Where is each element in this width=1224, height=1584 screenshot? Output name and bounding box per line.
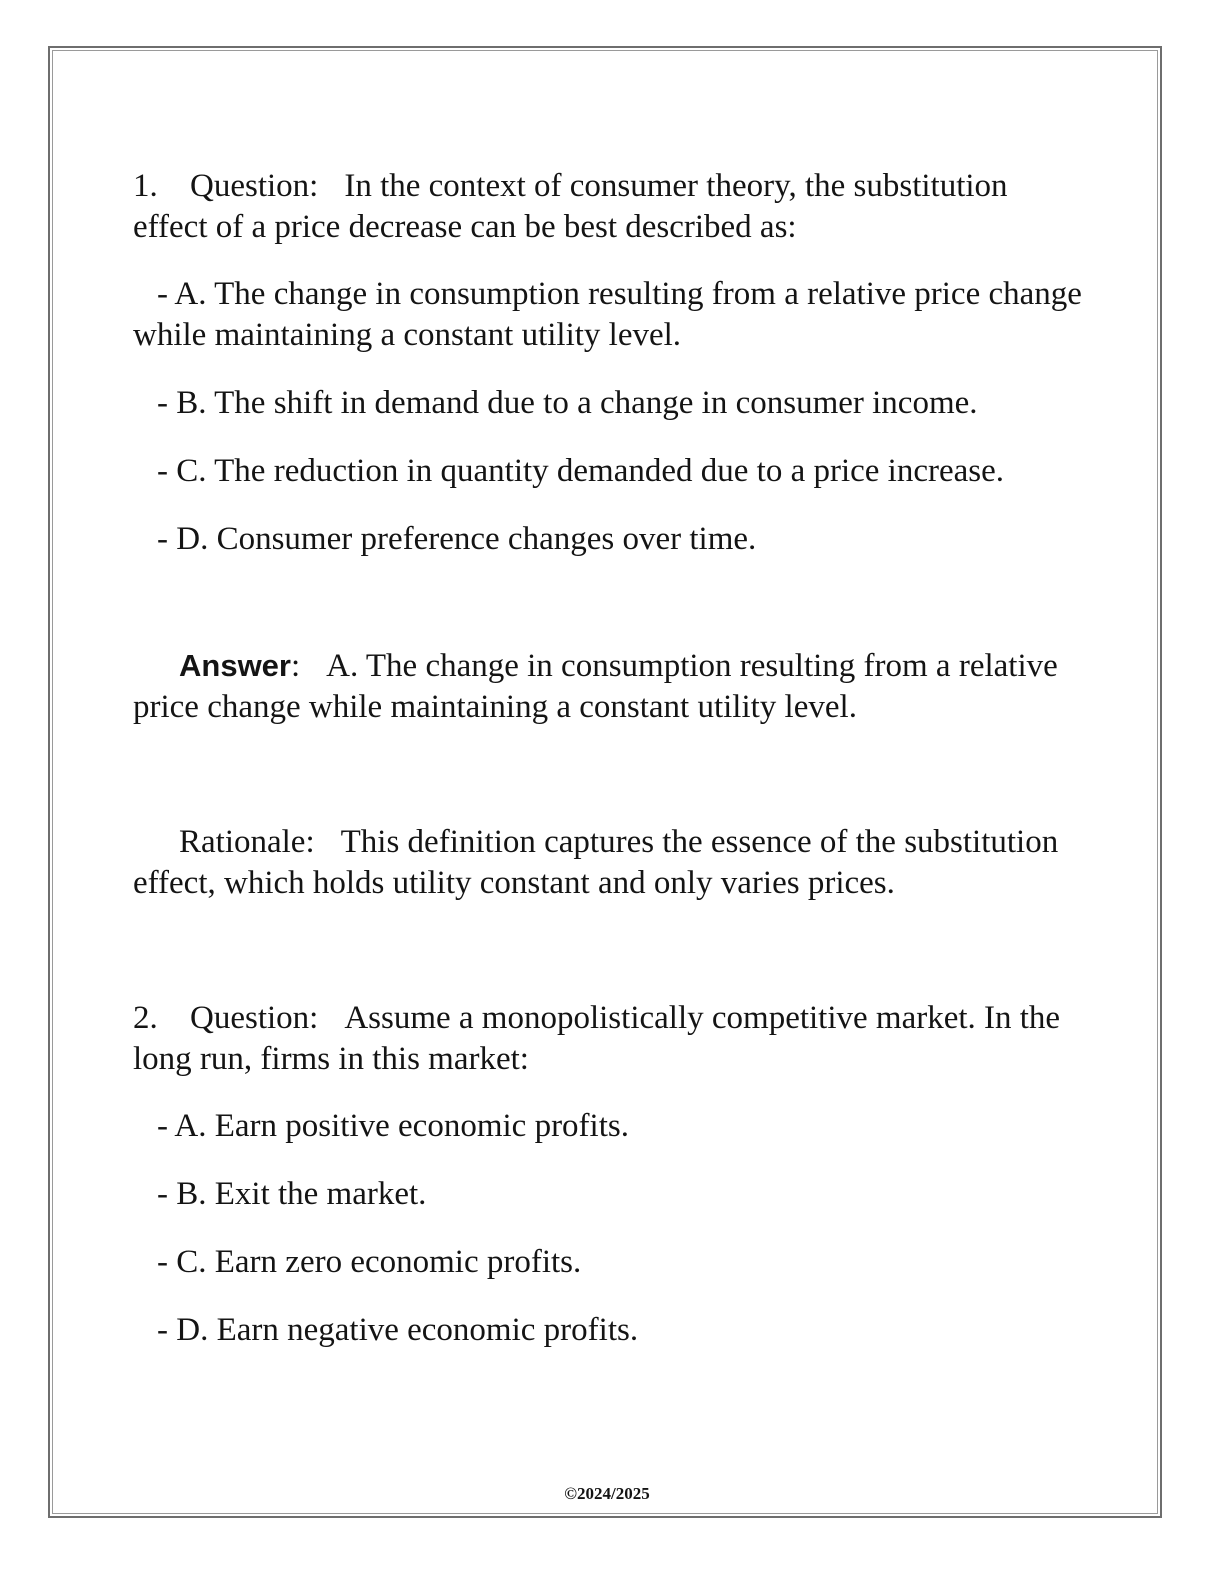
question-text: In the context of consumer theory, the substitution effect of a price decrease can be best described as: [133,168,1008,245]
document-content [133,166,1083,1378]
question-number: 1. [133,168,158,204]
copyright-footer: ©2024/2025 [564,1484,650,1503]
option-a: - A. The change in consumption resulting from a relative price change while maintaining a constant utility level. [133,276,1082,353]
question-2 [133,998,1083,1080]
option-d: - D. Earn negative economic profits. [157,1312,639,1348]
rationale-block [133,822,1083,904]
option-a: - A. Earn positive economic profits. [157,1108,629,1144]
option-c: - C. Earn zero economic profits. [157,1244,582,1280]
question-1 [133,166,1083,248]
answer-block [133,645,1083,728]
option-d: - D. Consumer preference changes over time. [157,521,757,557]
question-label: Question: [190,168,319,204]
question-number: 2. [133,1000,158,1036]
answer-label: Answer [179,648,291,683]
option-b: - B. The shift in demand due to a change in consumer income. [157,385,978,421]
question-text: Assume a monopolistically competitive market. In the long run, firms in this market: [133,1000,1061,1077]
rationale-text: This definition captures the essence of the substitution effect, which holds utility constant and only varies prices. [133,824,1059,901]
answer-text: A. The change in consumption resulting from a relative price change while maintaining a constant utility level. [133,648,1058,725]
question-label: Question: [190,1000,319,1036]
option-c: - C. The reduction in quantity demanded due to a price increase. [157,453,1005,489]
rationale-label: Rationale: [179,824,315,860]
answer-colon: : [290,648,301,684]
option-b: - B. Exit the market. [157,1176,427,1212]
